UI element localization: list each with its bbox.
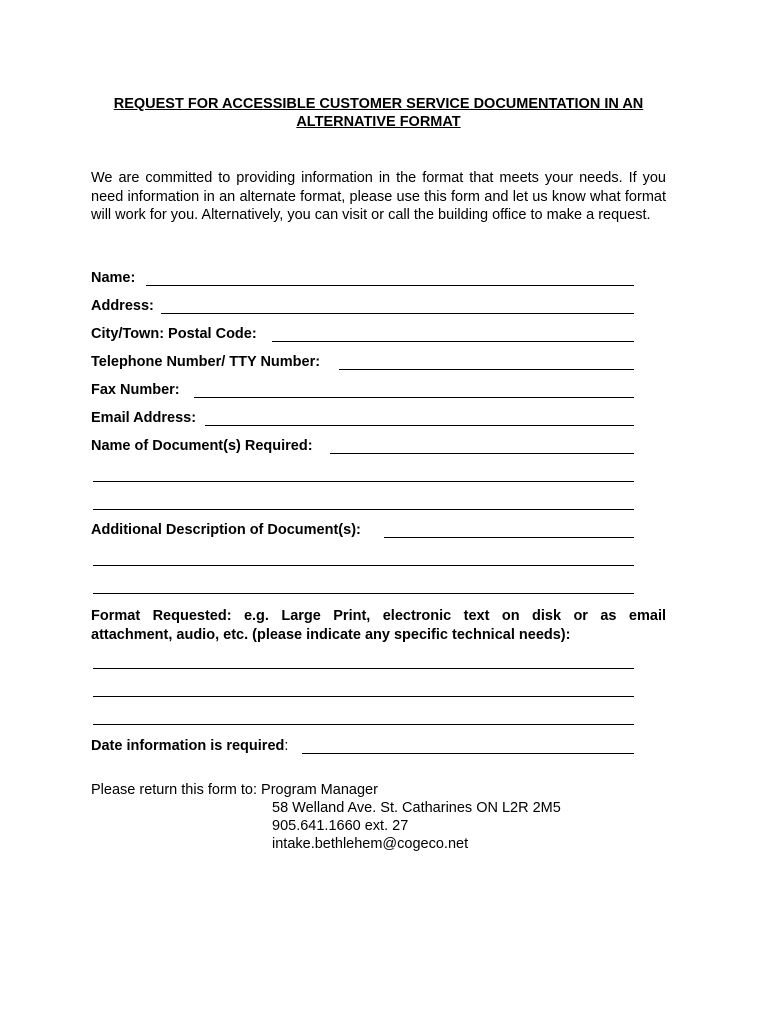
form-title-line-1: REQUEST FOR ACCESSIBLE CUSTOMER SERVICE DOCUMENTATION IN AN xyxy=(113,96,644,112)
address-label: Address: xyxy=(91,298,154,314)
city-postal-input-line[interactable] xyxy=(272,341,634,342)
return-address: 58 Welland Ave. St. Catharines ON L2R 2M5 xyxy=(272,800,561,816)
name-input-line[interactable] xyxy=(146,285,634,286)
documents-extra-line-2[interactable] xyxy=(93,509,634,510)
date-required-label xyxy=(91,737,288,755)
name-label: Name: xyxy=(91,270,136,286)
description-extra-line-2[interactable] xyxy=(93,593,634,594)
format-input-line-3[interactable] xyxy=(93,724,634,725)
fax-label: Fax Number: xyxy=(91,382,180,398)
format-requested-line-2: attachment, audio, etc. (please indicate any specific technical needs): xyxy=(91,627,571,643)
format-input-line-2[interactable] xyxy=(93,696,634,697)
address-input-line[interactable] xyxy=(161,313,634,314)
format-requested-line-1: Format Requested: e.g. Large Print, electronic text on disk or as email xyxy=(91,608,666,624)
return-label: Please return this form to: Program Manager xyxy=(91,782,378,798)
intro-paragraph: We are committed to providing information in the format that meets your needs. If you need information in an alternate format, please use this form and let us know what format will work for you. Alternatively, you can visit or call the building office to make a request. xyxy=(91,170,666,223)
description-extra-line-1[interactable] xyxy=(93,565,634,566)
documents-label: Name of Document(s) Required: xyxy=(91,438,313,454)
date-required-colon: : xyxy=(284,738,289,754)
date-required-text: Date information is required xyxy=(91,738,285,754)
date-required-input-line[interactable] xyxy=(302,753,634,754)
return-email: intake.bethlehem@cogeco.net xyxy=(272,836,469,852)
email-input-line[interactable] xyxy=(205,425,634,426)
city-postal-label: City/Town: Postal Code: xyxy=(91,326,257,342)
telephone-input-line[interactable] xyxy=(339,369,634,370)
description-input-line[interactable] xyxy=(384,537,634,538)
telephone-label: Telephone Number/ TTY Number: xyxy=(91,354,321,370)
form-title-line-2: ALTERNATIVE FORMAT xyxy=(296,114,461,130)
email-label: Email Address: xyxy=(91,410,197,426)
description-label: Additional Description of Document(s): xyxy=(91,522,361,538)
format-requested-label xyxy=(91,607,666,645)
documents-input-line[interactable] xyxy=(330,453,634,454)
format-input-line-1[interactable] xyxy=(93,668,634,669)
return-phone: 905.641.1660 ext. 27 xyxy=(272,818,409,834)
documents-extra-line-1[interactable] xyxy=(93,481,634,482)
fax-input-line[interactable] xyxy=(194,397,634,398)
